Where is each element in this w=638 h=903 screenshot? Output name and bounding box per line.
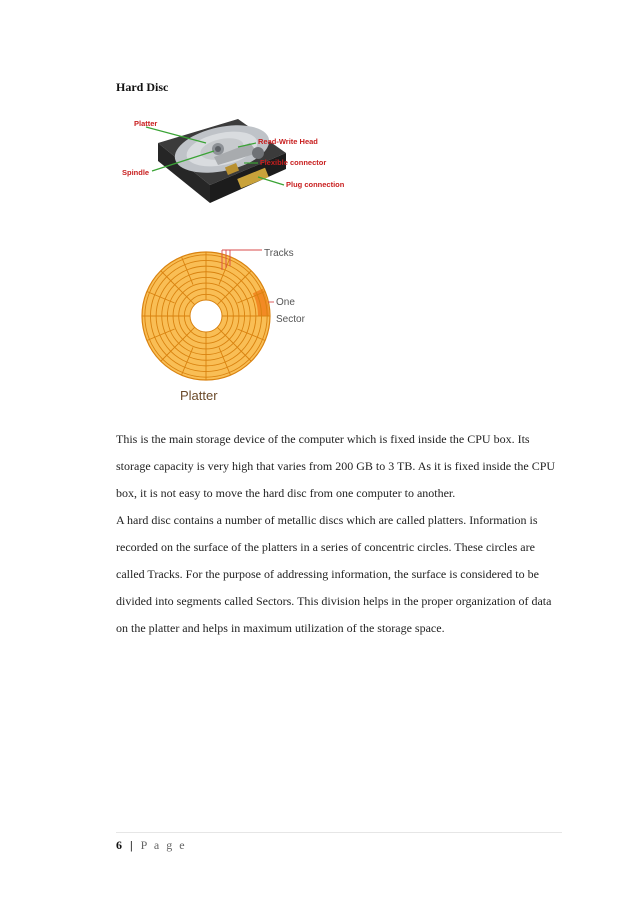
page-word: P a g e bbox=[140, 838, 187, 852]
section-heading: Hard Disc bbox=[116, 80, 169, 94]
spindle-hole bbox=[190, 300, 222, 332]
label-one: One bbox=[276, 297, 295, 308]
footer-divider bbox=[116, 832, 562, 833]
paragraph-2: A hard disc contains a number of metallic discs which are called platters. Information is recorded on the surface of the platters in a series of concentric circles. These circles are called Tracks. For the purpose of addressing information, the surface is considered to be divided into segments called Sectors. This division helps in the proper organization of data on the platter and helps in maximum utilization of the storage space. bbox=[116, 513, 552, 635]
page-number: 6 bbox=[116, 838, 124, 852]
label-plug-connection: Plug connection bbox=[286, 180, 345, 189]
label-sector: Sector bbox=[276, 314, 305, 325]
page-footer bbox=[116, 838, 187, 853]
platter-disc bbox=[142, 250, 274, 380]
platter-caption: Platter bbox=[180, 388, 218, 403]
label-spindle: Spindle bbox=[122, 168, 150, 177]
platter-diagram bbox=[140, 240, 320, 408]
paragraph-1: This is the main storage device of the computer which is fixed inside the CPU box. Its storage capacity is very high that varies from 200 GB to 3 TB. As it is fixed inside the CPU box, it is not easy to move the hard disc from one computer to another. bbox=[116, 432, 556, 500]
footer-separator: | bbox=[130, 838, 135, 852]
label-tracks: Tracks bbox=[264, 248, 294, 259]
label-flexible-connector: Flexible connector bbox=[260, 158, 327, 167]
body-text bbox=[116, 426, 566, 642]
label-platter: Platter bbox=[134, 119, 158, 128]
label-read-write-head: Read-Write Head bbox=[258, 137, 318, 146]
hard-disk-diagram bbox=[118, 113, 360, 223]
